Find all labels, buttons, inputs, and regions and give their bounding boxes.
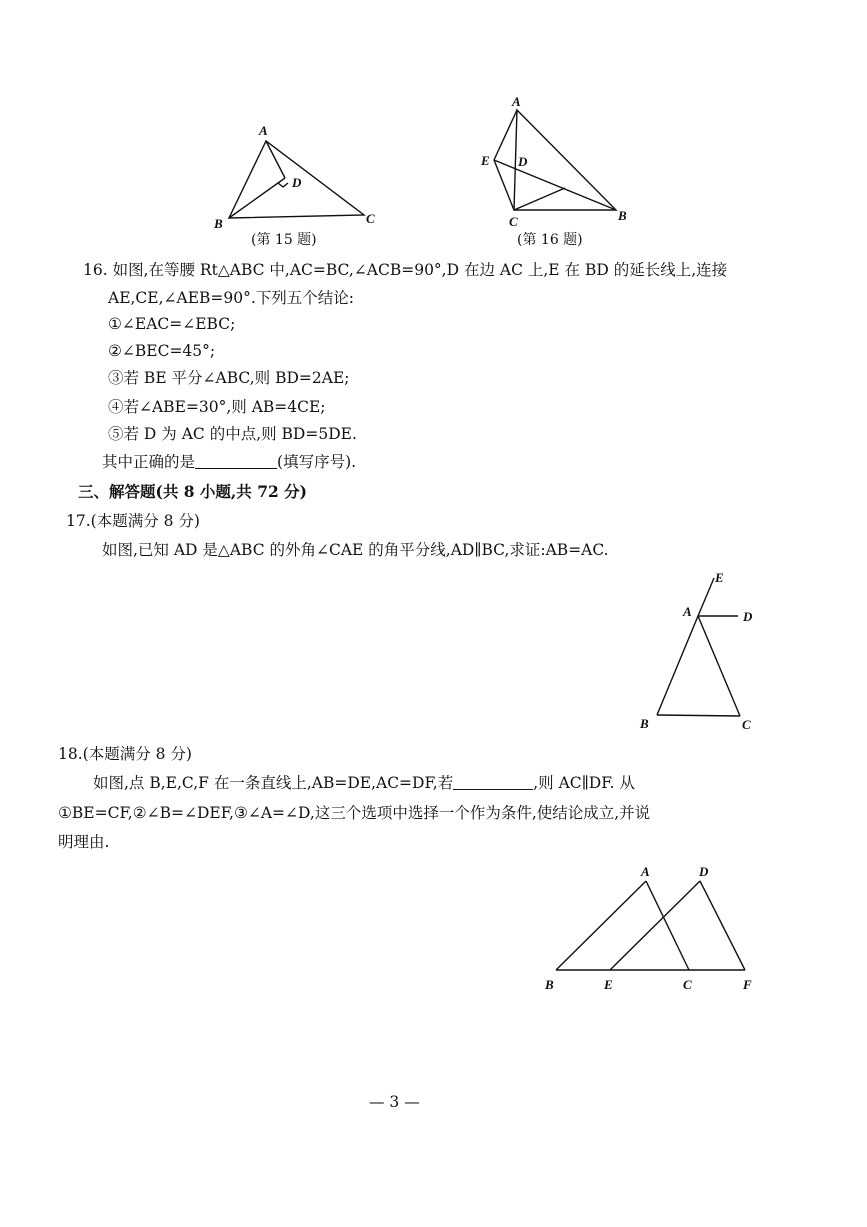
q16-item1: ①∠EAC=∠EBC; (108, 315, 236, 333)
fig16-label-C: C (509, 214, 518, 229)
fig15-caption: (第 15 题) (251, 232, 317, 248)
fig17-label-C: C (742, 717, 751, 732)
q17-header: 17.(本题满分 8 分) (66, 512, 200, 530)
fig16-label-A: A (512, 94, 521, 109)
fig16-caption: (第 16 题) (517, 232, 583, 248)
fig17-label-A: A (683, 604, 692, 619)
q16-answer-prefix: 其中正确的是 (102, 453, 196, 471)
fig16-label-E: E (481, 153, 490, 168)
figure-15 (205, 115, 390, 235)
fig18-label-E: E (604, 977, 613, 992)
q18-line1-suffix: ,则 AC∥DF. 从 (533, 774, 635, 792)
fig16-label-B: B (618, 208, 627, 223)
q16-answer-suffix: (填写序号). (277, 453, 357, 471)
fig15-label-D: D (292, 175, 302, 190)
q17-text: 如图,已知 AD 是△ABC 的外角∠CAE 的角平分线,AD∥BC,求证:AB=AC. (102, 541, 609, 559)
fig18-label-C: C (683, 977, 692, 992)
fig17-label-B: B (640, 716, 649, 731)
q18-line1-prefix: 如图,点 B,E,C,F 在一条直线上,AB=DE,AC=DF,若 (93, 774, 454, 792)
fig18-label-F: F (743, 977, 752, 992)
section3-heading: 三、解答题(共 8 小题,共 72 分) (78, 482, 308, 501)
fig18-label-D: D (699, 864, 709, 879)
q16-answer-line (102, 452, 356, 472)
q16-item2: ②∠BEC=45°; (108, 342, 216, 360)
figure-16 (470, 92, 640, 232)
figure-17 (630, 568, 770, 738)
q16-item3: ③若 BE 平分∠ABC,则 BD=2AE; (108, 369, 350, 387)
fig17-label-E: E (715, 570, 724, 585)
fig16-label-D: D (518, 154, 528, 169)
q16-item5: ⑤若 D 为 AC 的中点,则 BD=5DE. (108, 425, 357, 443)
q18-line1 (93, 773, 635, 793)
q18-header: 18.(本题满分 8 分) (58, 745, 192, 763)
fig15-label-C: C (366, 211, 375, 226)
q18-line3: 明理由. (58, 833, 110, 851)
fig17-label-D: D (743, 609, 753, 624)
figure-18 (538, 858, 768, 998)
fig18-label-B: B (545, 977, 554, 992)
q16-line2: AE,CE,∠AEB=90°.下列五个结论: (108, 289, 355, 307)
q18-line2: ①BE=CF,②∠B=∠DEF,③∠A=∠D,这三个选项中选择一个作为条件,使结论成立,并说 (58, 804, 651, 822)
page-number: — 3 — (369, 1093, 420, 1111)
fig15-label-B: B (214, 216, 223, 231)
q16-item4: ④若∠ABE=30°,则 AB=4CE; (108, 398, 326, 416)
q18-answer-blank[interactable] (453, 773, 533, 790)
q16-answer-blank[interactable] (195, 452, 277, 469)
fig18-label-A: A (641, 864, 650, 879)
q16-line1: 16. 如图,在等腰 Rt△ABC 中,AC=BC,∠ACB=90°,D 在边 AC 上,E 在 BD 的延长线上,连接 (83, 261, 728, 279)
fig15-label-A: A (259, 123, 268, 138)
